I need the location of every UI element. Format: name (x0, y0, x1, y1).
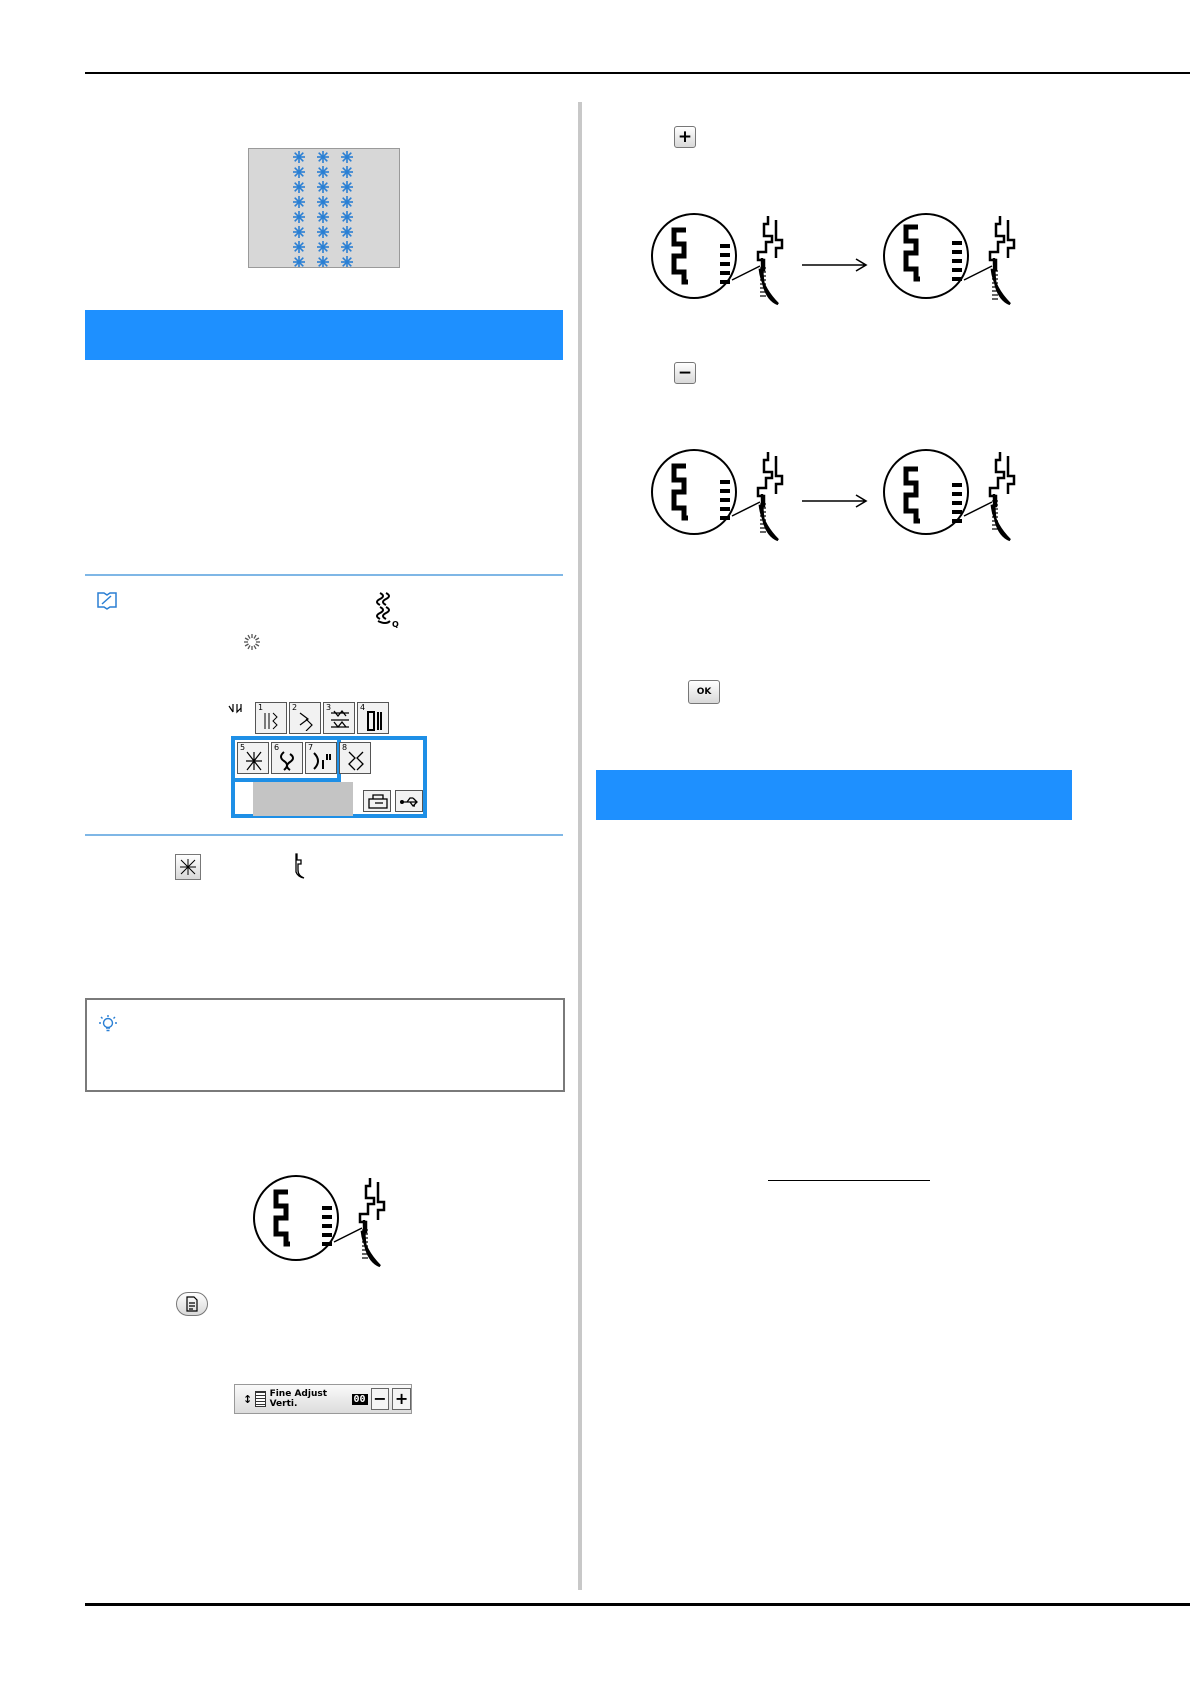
memo-icon (96, 590, 118, 610)
stitch-star (293, 196, 305, 208)
stitch-category-key-2[interactable] (289, 702, 321, 734)
machine-memory-button[interactable] (363, 790, 391, 812)
ok-button-icon[interactable] (688, 680, 720, 704)
tip-icon (98, 1014, 118, 1034)
key-number: 7 (308, 743, 314, 752)
stitch-star (293, 181, 305, 193)
stitch-star (341, 256, 353, 267)
section-heading-bar (85, 310, 563, 360)
stitch-star (317, 211, 329, 223)
stitch-pattern-icon (175, 854, 201, 880)
loading-icon (243, 633, 261, 651)
presser-foot-figure (250, 1172, 400, 1278)
stitch-star (341, 226, 353, 238)
fine-adjust-value: 00 (353, 1393, 366, 1405)
usb-button[interactable] (395, 790, 423, 812)
presser-foot-figure-after-plus (880, 210, 1030, 316)
tip-box (85, 998, 565, 1092)
presser-foot-figure-before-minus (648, 446, 798, 552)
svg-text:Q: Q (392, 620, 399, 629)
settings-icon[interactable] (176, 1292, 208, 1316)
stitch-category-key-4[interactable] (357, 702, 389, 734)
stitch-sample-image (248, 148, 400, 268)
key-number: 2 (292, 703, 298, 712)
key-number: 8 (342, 743, 348, 752)
up-down-arrow-icon: ↕ (243, 1392, 253, 1406)
stitch-category-key-5[interactable] (237, 742, 269, 774)
stitch-star (293, 226, 305, 238)
stitch-star (317, 241, 329, 253)
key-number: 5 (240, 743, 246, 752)
fine-adjust-minus-button[interactable]: − (371, 1388, 390, 1410)
fine-adjust-plus-button[interactable]: + (392, 1388, 411, 1410)
stitch-star (293, 241, 305, 253)
key-number: 4 (360, 703, 366, 712)
key-number: 1 (258, 703, 264, 712)
walking-foot-icon (292, 853, 306, 879)
fine-adjust-vertical-bar (234, 1384, 412, 1414)
stitch-star (317, 196, 329, 208)
stitch-star (317, 181, 329, 193)
stitch-star (341, 151, 353, 163)
stitch-star (293, 166, 305, 178)
stitch-sample-drawing (249, 149, 399, 267)
stitch-star (341, 196, 353, 208)
arrow-right-icon (800, 491, 870, 511)
presser-foot-figure-after-minus (880, 446, 1030, 552)
minus-button-icon[interactable] (674, 362, 696, 384)
minus-label: − (677, 363, 693, 383)
column-divider (578, 102, 582, 1590)
stitch-star (317, 151, 329, 163)
memo-top-rule (85, 574, 563, 576)
ok-label: OK (696, 687, 712, 697)
stitch-category-key-7[interactable] (305, 742, 337, 774)
presser-foot-figure-before-plus (648, 210, 798, 316)
presser-foot-indicator-icon (227, 702, 247, 716)
stitch-category-key-3[interactable] (323, 702, 355, 734)
stitch-star (293, 256, 305, 267)
section-heading-bar (596, 770, 1072, 820)
quilt-stitch-icon (376, 591, 400, 629)
stitch-category-key-6[interactable] (271, 742, 303, 774)
key-number: 6 (274, 743, 280, 752)
stitch-star (341, 181, 353, 193)
plus-button-icon[interactable] (674, 126, 696, 148)
arrow-right-icon (800, 255, 870, 275)
stitch-star (317, 226, 329, 238)
stitch-star (341, 241, 353, 253)
stitch-star (341, 166, 353, 178)
empty-screen-area (253, 782, 353, 816)
stitch-star (293, 211, 305, 223)
stitch-star (317, 166, 329, 178)
stitch-category-key-8[interactable] (339, 742, 371, 774)
stitch-category-key-1[interactable] (255, 702, 287, 734)
underline-rule (768, 1180, 930, 1181)
plus-label: + (677, 127, 693, 147)
key-number: 3 (326, 703, 332, 712)
stitch-star (341, 211, 353, 223)
footer-rule (85, 1603, 1190, 1606)
fine-adjust-label: Fine Adjust Verti. (269, 1389, 328, 1409)
memo-bottom-rule (85, 834, 563, 836)
fine-adjust-pattern-icon (255, 1391, 265, 1407)
stitch-star (317, 256, 329, 267)
header-rule (85, 72, 1190, 74)
stitch-selection-screen (225, 700, 430, 820)
stitch-star (293, 151, 305, 163)
